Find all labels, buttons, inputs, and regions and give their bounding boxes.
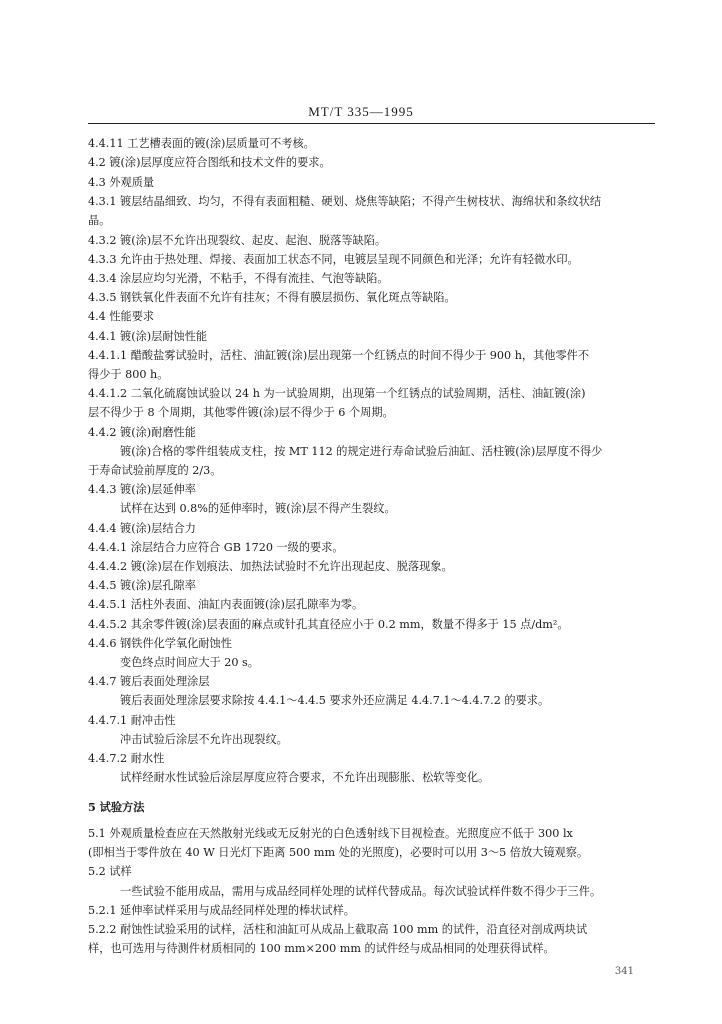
text-line: 4.3.4 涂层应均匀光滑，不粘手，不得有流挂、气泡等缺陷。 xyxy=(88,272,389,285)
text-line: 冲击试验后涂层不允许出现裂纹。 xyxy=(120,733,288,746)
text-line: 4.4.3 镀(涂)层延伸率 xyxy=(88,483,196,496)
page-number: 341 xyxy=(614,966,634,977)
text-line: 4.4.4.2 镀(涂)层在作划痕法、加热法试验时不允许出现起皮、脱落现象。 xyxy=(88,560,453,573)
text-line: 晶。 xyxy=(88,214,111,227)
text-line: 4.4.5.1 活柱外表面、油缸内表面镀(涂)层孔隙率为零。 xyxy=(88,598,364,611)
text-line: 4.4.5.2 其余零件镀(涂)层表面的麻点或针孔其直径应小于 0.2 mm，数量不得多于 15 点/dm²。 xyxy=(88,618,569,631)
text-line: 4.4.4.1 涂层结合力应符合 GB 1720 一级的要求。 xyxy=(88,541,344,554)
section-heading: 5 试验方法 xyxy=(88,800,145,814)
text-line: 4.2 镀(涂)层厚度应符合图纸和技术文件的要求。 xyxy=(88,156,331,169)
text-line: 4.4.7 镀后表面处理涂层 xyxy=(88,675,210,688)
text-line: 4.4.1.1 醋酸盐雾试验时，活柱、油缸镀(涂)层出现第一个红锈点的时间不得少于 900 h，其他零件不 xyxy=(88,349,590,362)
text-line: 4.4.2 镀(涂)耐磨性能 xyxy=(88,426,196,439)
text-line: 4.3 外观质量 xyxy=(88,176,155,189)
text-line: 镀(涂)合格的零件组装成支柱，按 MT 112 的规定进行寿命试验后油缸、活柱镀(涂)层厚度不得少 xyxy=(120,445,603,458)
text-line: 于寿命试验前厚度的 2/3。 xyxy=(88,464,222,477)
text-line: 4.4.7.1 耐冲击性 xyxy=(88,714,176,727)
text-line: 4.4.4 镀(涂)层结合力 xyxy=(88,522,196,535)
text-line: 4.3.2 镀(涂)层不允许出现裂纹、起皮、起泡、脱落等缺陷。 xyxy=(88,234,387,247)
text-line: 5.2.2 耐蚀性试验采用的试样，活柱和油缸可从成品上截取高 100 mm 的试件，沿直径对剖成两块试 xyxy=(88,923,588,936)
text-line: 4.3.5 钢铁氧化件表面不允许有挂灰；不得有膜层损伤、氧化斑点等缺陷。 xyxy=(88,291,456,304)
text-line: 4.4.1 镀(涂)层耐蚀性能 xyxy=(88,330,208,343)
text-line: 5.2 试样 xyxy=(88,865,132,878)
text-line: 5.1 外观质量检查应在天然散射光线或无反射光的白色透射线下目视检查。光照度应不低于 300 lx xyxy=(88,827,573,840)
text-line: 5.2.1 延伸率试样采用与成品经同样处理的棒状试样。 xyxy=(88,904,355,917)
text-line: 4.4.7.2 耐水性 xyxy=(88,752,165,765)
text-line: 变色终点时间应大于 20 s。 xyxy=(120,656,259,669)
text-line: (即相当于零件放在 40 W 日光灯下距离 500 mm 处的光照度)，必要时可以用 3～5 倍放大镜观察。 xyxy=(88,846,589,859)
text-line: 镀后表面处理涂层要求除按 4.4.1～4.4.5 要求外还应满足 4.4.7.1～4.4.7.2 的要求。 xyxy=(120,694,550,707)
text-line: 4.4.5 镀(涂)层孔隙率 xyxy=(88,579,196,592)
text-line: 4.4.1.2 二氧化硫腐蚀试验以 24 h 为一试验周期，出现第一个红锈点的试验周期，活柱、油缸镀(涂) xyxy=(88,387,586,400)
header-rule xyxy=(88,123,655,124)
text-line: 4.4.6 钢铁件化学氧化耐蚀性 xyxy=(88,637,232,650)
standard-header: MT/T 335—1995 xyxy=(308,104,414,119)
text-line: 层不得少于 8 个周期，其他零件镀(涂)层不得少于 6 个周期。 xyxy=(88,406,394,419)
text-line: 4.3.3 允许由于热处理、焊接、表面加工状态不同，电镀层呈现不同颜色和光泽；允许有轻微水印。 xyxy=(88,253,579,266)
text-line: 4.4 性能要求 xyxy=(88,310,155,323)
text-line: 得少于 800 h。 xyxy=(88,368,169,381)
text-line: 一些试验不能用成品，需用与成品经同样处理的试样代替成品。每次试验试样件数不得少于三件。 xyxy=(120,885,602,898)
text-line: 样，也可选用与待测件材质相同的 100 mm×200 mm 的试件经与成品相同的处理获得试样。 xyxy=(88,942,555,955)
text-line: 试样在达到 0.8%的延伸率时，镀(涂)层不得产生裂纹。 xyxy=(120,502,396,515)
text-line: 试样经耐水性试验后涂层厚度应符合要求，不允许出现膨胀、松软等变化。 xyxy=(120,771,490,784)
text-line: 4.4.11 工艺槽表面的镀(涂)层质量可不考核。 xyxy=(88,137,315,150)
text-line: 4.3.1 镀层结晶细致、均匀，不得有表面粗糙、硬划、烧焦等缺陷；不得产生树枝状、海绵状和条纹状结 xyxy=(88,195,602,208)
